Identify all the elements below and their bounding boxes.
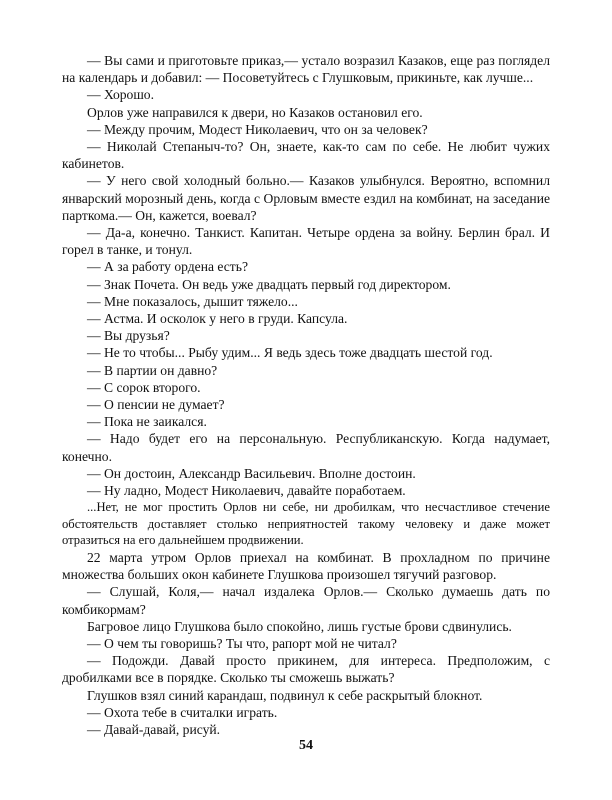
paragraph: — Мне показалось, дышит тяжело... (87, 293, 298, 309)
paragraph: — Да-а, конечно. Танкист. Капитан. Четыре ордена за войну. Берлин брал. И горел в танке, и тонул. (62, 225, 550, 258)
page-number: 54 (299, 738, 313, 753)
paragraph: — А за работу ордена есть? (87, 259, 248, 275)
paragraph: — Между прочим, Модест Николаевич, что он за человек? (87, 121, 428, 137)
paragraph: Орлов уже направился к двери, но Казаков остановил его. (87, 104, 423, 120)
paragraph: — Николай Степаныч-то? Он, знаете, как-то сам по себе. Не любит чужих кабинетов. (62, 139, 550, 172)
paragraph: — Знак Почета. Он ведь уже двадцать первый год директором. (87, 276, 451, 292)
paragraph: — Ну ладно, Модест Николаевич, давайте поработаем. (87, 483, 406, 499)
paragraph: — Вы друзья? (87, 328, 170, 344)
paragraph: 22 марта утром Орлов приехал на комбинат. В прохладном по причине множества больших окон кабинете Глушкова произошел тягучий разговор. (62, 550, 550, 583)
paragraph: — Надо будет его на персональную. Республиканскую. Когда надумает, конечно. (62, 431, 550, 464)
paragraph: — Хорошо. (87, 87, 155, 103)
paragraph: — Слушай, Коля,— начал издалека Орлов.— Сколько думаешь дать по комбикормам? (62, 584, 550, 617)
paragraph: — Подожди. Давай просто прикинем, для интереса. Предположим, с дробилками все в порядке. Сколько ты сможешь выжать? (62, 653, 550, 686)
paragraph-small: ...Нет, не мог простить Орлов ни себе, ни дробилкам, что несчастливое стечение обстоятельств доставляет столько неприятностей такому человеку и даже может отразиться на его дальнейшем продвижении. (62, 500, 550, 548)
paragraph: — У него свой холодный больно.— Казаков улыбнулся. Вероятно, вспомнил январский морозный день, когда с Орловым вместе ездил на комбинат, на заседание парткома.— Он, кажется, воевал? (62, 173, 550, 223)
paragraph: — Он достоин, Александр Васильевич. Вполне достоин. (87, 465, 416, 481)
body-text (62, 52, 550, 738)
paragraph: — С сорок второго. (87, 379, 201, 395)
paragraph: — Давай-давай, рисуй. (87, 722, 221, 738)
paragraph: — О чем ты говоришь? Ты что, рапорт мой не читал? (87, 636, 397, 652)
paragraph: — Не то чтобы... Рыбу удим... Я ведь здесь тоже двадцать шестой год. (87, 345, 493, 361)
paragraph: Багровое лицо Глушкова было спокойно, лишь густые брови сдвинулись. (87, 618, 512, 634)
paragraph: — Пока не заикался. (87, 414, 207, 430)
paragraph: — Охота тебе в считалки играть. (87, 704, 278, 720)
paragraph: — О пенсии не думает? (87, 397, 225, 413)
paragraph: — В партии он давно? (87, 362, 218, 378)
paragraph: Глушков взял синий карандаш, подвинул к себе раскрытый блокнот. (87, 687, 483, 703)
paragraph: — Астма. И осколок у него в груди. Капсула. (87, 311, 348, 327)
paragraph: — Вы сами и приготовьте приказ,— устало возразил Казаков, еще раз поглядел на календарь и добавил: — Посоветуйтесь с Глушковым, прикиньте, как лучше... (62, 53, 550, 86)
